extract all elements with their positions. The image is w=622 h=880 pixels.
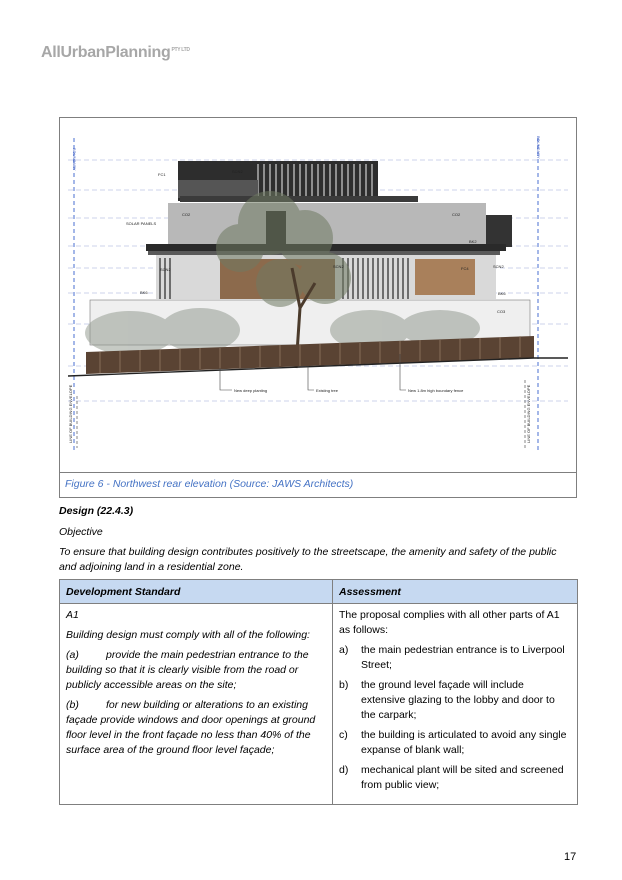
callout-new-deep-planting: New deep planting — [234, 388, 268, 393]
elevation-drawing — [60, 118, 576, 471]
figure-caption: Figure 6 - Northwest rear elevation (Source: JAWS Architects) — [60, 472, 576, 497]
page-number: 17 — [564, 851, 577, 863]
objective-label: Objective — [59, 526, 103, 538]
label-bk6: BK6 — [140, 290, 148, 295]
label-boundary-right: BOUNDARY — [536, 136, 541, 159]
objective-text: To ensure that building design contributes positively to the streetscape, the amenity and safety of the public and adjoining land in a residential zone. — [59, 546, 557, 573]
label-bk6-right: BK6 — [498, 291, 506, 296]
header-development-standard: Development Standard — [60, 580, 333, 604]
figure — [59, 117, 577, 498]
label-solar-panels: SOLAR PANELS — [126, 221, 157, 226]
label-line-envelope-left: LINE OF BUILDING ENVELOPE — [68, 384, 73, 443]
label-fc4: FC4 — [461, 266, 469, 271]
label-scn2-mid: SCN2 — [333, 264, 344, 269]
standard-item: (a) provide the main pedestrian entrance to the building so that it is clearly visible from the road or publicly accessible areas on the site; — [66, 649, 309, 691]
label-co2-right: CO2 — [452, 212, 461, 217]
label-bk2: BK2 — [469, 239, 477, 244]
label-boundary-left: BOUNDARY — [72, 148, 77, 171]
standard-item: (b) for new building or alterations to an existing façade provide windows and door openings at ground floor level in the front façade no less than 40% of the surface area of the ground floor level façade; — [66, 699, 316, 756]
label-line-envelope-right: LINE OF BUILDING ENVELOPE — [526, 384, 531, 443]
standards-table — [59, 579, 578, 805]
header-assessment: Assessment — [333, 580, 578, 604]
callout-boundary-fence: New 1.8m high boundary fence — [408, 388, 464, 393]
standard-code: A1 — [66, 609, 79, 621]
callout-existing-tree: Existing tree — [316, 388, 339, 393]
label-co2-left: CO2 — [182, 212, 191, 217]
assessment-item: c) the building is articulated to avoid any single expanse of blank wall; — [339, 729, 567, 756]
assessment-list — [339, 643, 571, 793]
standard-cell — [60, 604, 333, 805]
assessment-item: b) the ground level façade will include extensive glazing to the lobby and door to the carpark; — [339, 679, 555, 721]
label-scn2-top: SCN2 — [232, 169, 243, 174]
label-fc1: FC1 — [158, 172, 166, 177]
standard-intro: Building design must comply with all of the following: — [66, 629, 310, 641]
assessment-cell — [333, 604, 578, 805]
label-co3: CO3 — [497, 309, 506, 314]
assessment-item: a) the main pedestrian entrance is to Liverpool Street; — [339, 644, 565, 671]
assessment-intro: The proposal complies with all other parts of A1 as follows: — [339, 609, 560, 636]
label-scn2-left: SCN2 — [160, 267, 171, 272]
assessment-item: d) mechanical plant will be sited and screened from public view; — [339, 764, 564, 791]
company-logo: AllUrbanPlanning$^{PTY LTD}$ — [41, 44, 190, 61]
label-scn2-right: SCN2 — [493, 264, 504, 269]
section-heading: Design (22.4.3) — [59, 505, 134, 517]
